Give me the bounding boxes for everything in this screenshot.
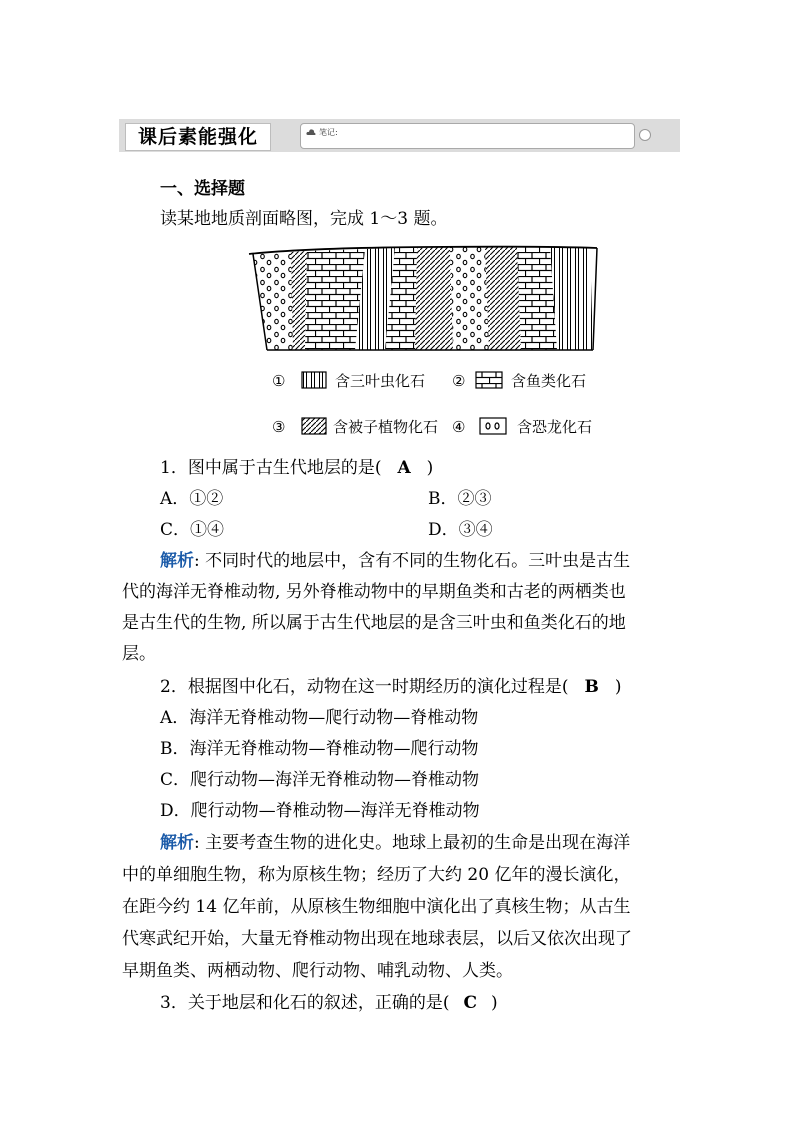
dinosaur-legend-swatch: [479, 417, 507, 435]
intro-text: 读某地地质剖面略图，完成 1～3 题。: [160, 209, 448, 229]
q1-close: ): [426, 458, 434, 478]
cloud-icon: [306, 128, 316, 136]
q1-stem: [160, 457, 433, 479]
q1-answer: A: [397, 458, 411, 478]
q3-answer: C: [463, 993, 477, 1013]
q1-option-d: D．③④: [428, 520, 493, 540]
note-input[interactable]: [300, 123, 635, 149]
q2-option-a: A．海洋无脊椎动物—爬行动物—脊椎动物: [160, 708, 479, 728]
section-title: 一、选择题: [160, 179, 245, 199]
q2-stem: [160, 676, 621, 698]
legend-text-4: 含恐龙化石: [517, 418, 593, 436]
q1-analysis-line-4: 层。: [122, 644, 156, 664]
q2-analysis-label: 解析: [160, 833, 194, 853]
geologic-section-diagram: [245, 240, 605, 358]
angiosperm-legend-swatch: [301, 417, 327, 435]
legend-text-1: 含三叶虫化石: [335, 372, 426, 390]
q2-option-c: C．爬行动物—海洋无脊椎动物—脊椎动物: [160, 770, 480, 790]
q3-close: ): [490, 993, 498, 1013]
legend-text-3: 含被子植物化石: [333, 418, 439, 436]
legend-num-3: ③: [272, 418, 286, 436]
q1-analysis-line-2: 代的海洋无脊椎动物, 另外脊椎动物中的早期鱼类和古老的两栖类也: [122, 582, 626, 602]
q2-answer: B: [584, 677, 599, 697]
legend-num-2: ②: [452, 372, 466, 390]
q1-analysis-label: 解析: [160, 551, 194, 571]
q1-option-a: A．①②: [160, 489, 224, 509]
q2-stem-text: 2．根据图中化石，动物在这一时期经历的演化过程是(: [160, 677, 569, 697]
close-icon[interactable]: [639, 129, 651, 141]
q2-analysis-text-1: : 主要考查生物的进化史。地球上最初的生命是出现在海洋: [194, 833, 631, 853]
q2-option-d: D．爬行动物—脊椎动物—海洋无脊椎动物: [160, 801, 480, 821]
q2-analysis-line-3: 在距今约 14 亿年前，从原核生物细胞中演化出了真核生物；从古生: [122, 897, 631, 917]
q3-stem-text: 3．关于地层和化石的叙述，正确的是(: [160, 993, 450, 1013]
fish-legend-swatch: [475, 371, 503, 389]
q1-option-c: C．①④: [160, 520, 225, 540]
page-title: 课后素能强化: [125, 123, 271, 151]
trilobite-legend-swatch: [301, 371, 327, 389]
q2-analysis-line-1: [160, 832, 630, 854]
q2-analysis-line-5: 早期鱼类、两栖动物、爬行动物、哺乳动物、人类。: [122, 961, 513, 981]
q2-analysis-line-2: 中的单细胞生物，称为原核生物；经历了大约 20 亿年的漫长演化，: [122, 865, 631, 885]
q1-option-b: B．②③: [428, 489, 492, 509]
q3-stem: [160, 992, 498, 1014]
q2-option-b: B．海洋无脊椎动物—脊椎动物—爬行动物: [160, 739, 479, 759]
q1-stem-text: 1．图中属于古生代地层的是(: [160, 458, 382, 478]
q2-analysis-line-4: 代寒武纪开始，大量无脊椎动物出现在地球表层，以后又依次出现了: [122, 929, 632, 949]
legend-num-1: ①: [272, 372, 286, 390]
q2-close: ): [614, 677, 622, 697]
legend-text-2: 含鱼类化石: [511, 372, 587, 390]
q1-analysis-line-1: [160, 550, 630, 572]
note-label: 笔记:: [319, 128, 338, 137]
q1-analysis-line-3: 是古生代的生物, 所以属于古生代地层的是含三叶虫和鱼类化石的地: [122, 613, 626, 633]
q1-analysis-text-1: : 不同时代的地层中，含有不同的生物化石。三叶虫是古生: [194, 551, 631, 571]
legend-num-4: ④: [452, 418, 466, 436]
